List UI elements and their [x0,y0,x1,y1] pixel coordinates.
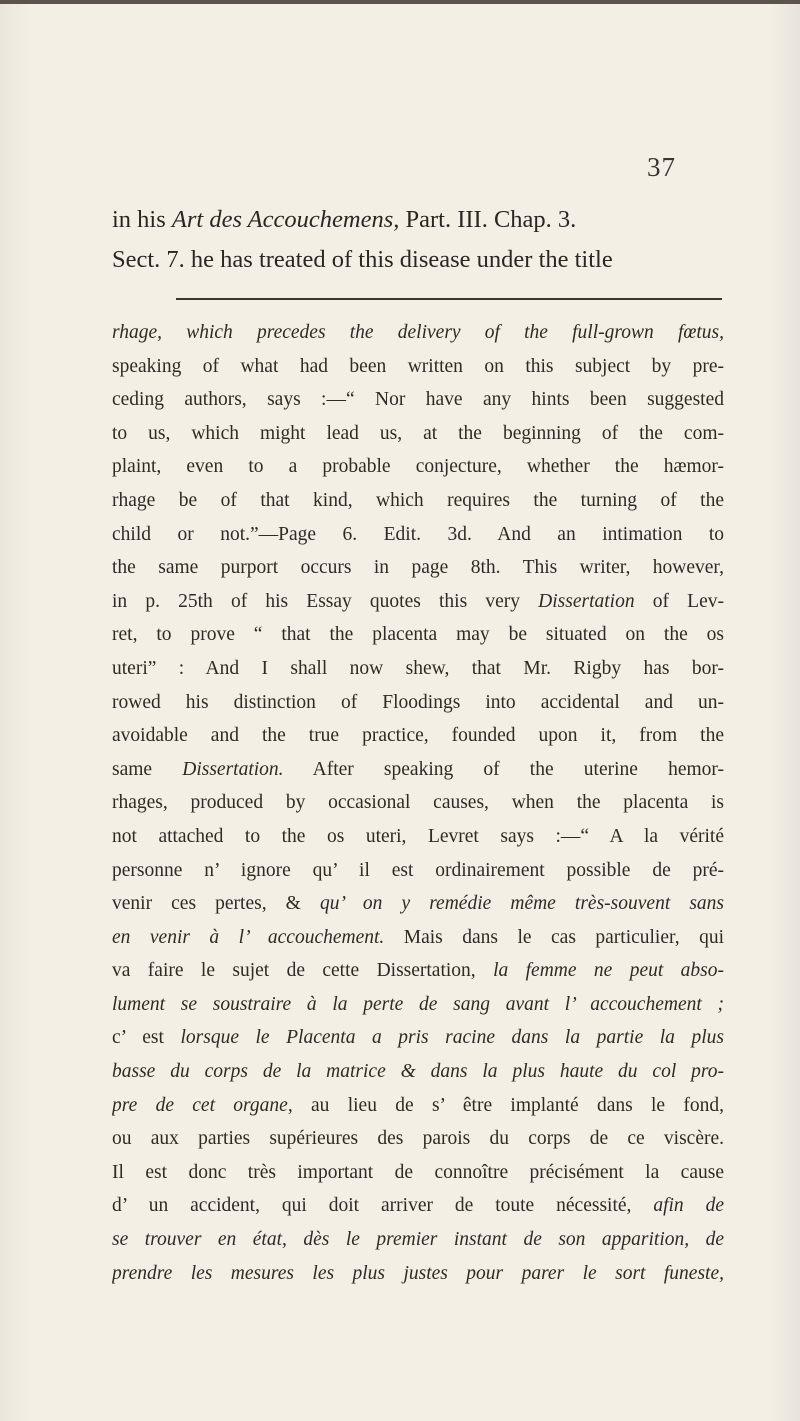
header-line-1-italic-title: Art des Accouchemens, [171,206,400,233]
italic-segment: prendre les mesures les plus justes pour parer le sort funeste, [112,1262,724,1284]
text-line [112,1055,724,1089]
text-line [112,652,724,686]
italic-segment: lument se soustraire à la perte de sang avant l’ accouchement ; [112,993,724,1015]
header-line-1-suffix: Part. III. Chap. 3. [399,206,577,233]
text-line [112,786,724,820]
text-segment: d’ un accident, qui doit arriver de toute nécessité, [112,1195,654,1217]
text-segment: child or not.”—Page 6. Edit. 3d. And an intimation to [112,523,724,545]
text-segment: Mais dans le cas particulier, qui [384,926,724,948]
text-line [112,417,724,451]
text-line [112,1122,724,1156]
italic-segment: qu’ on y remédie même très-souvent sans [319,893,724,915]
text-segment: plaint, even to a probable conjecture, whether the hæmor- [112,456,724,478]
italic-segment: Dissertation. [182,758,284,780]
text-segment: rowed his distinction of Floodings into accidental and un- [112,691,724,713]
text-line [112,820,724,854]
text-segment: After speaking of the uterine hemor- [283,758,724,780]
text-segment: au lieu de s’ être implanté dans le fond, [292,1094,724,1116]
text-segment: rhages, produced by occasional causes, when the placenta is [112,792,724,814]
italic-segment: se trouver en état, dès le premier instant de son apparition, de [112,1229,724,1251]
text-line [112,1156,724,1190]
text-line [112,1021,724,1055]
body-paragraph [112,316,724,1290]
text-line [112,988,724,1022]
text-line [112,350,724,384]
text-line [112,618,724,652]
text-segment: ret, to prove “ that the placenta may be situated on the os [112,624,724,646]
text-segment: avoidable and the true practice, founded upon it, from the [112,725,724,747]
text-line [112,551,724,585]
italic-segment: lorsque le Placenta a pris racine dans la partie la plus [180,1027,724,1049]
page-header-text [112,200,712,280]
text-segment: in p. 25th of his Essay quotes this very [112,590,539,612]
text-segment: of Lev- [634,590,724,612]
text-line [112,1189,724,1223]
text-segment: uteri” : And I shall now shew, that Mr. Rigby has bor- [112,657,724,679]
text-segment: same [112,758,183,780]
text-line [112,484,724,518]
text-segment: rhage be of that kind, which requires the turning of the [112,489,724,511]
italic-segment: afin de [653,1195,724,1217]
text-segment: the same purport occurs in page 8th. This writer, however, [112,557,724,579]
text-segment: personne n’ ignore qu’ il est ordinairement possible de pré- [112,859,724,881]
section-divider-rule [176,298,722,300]
text-line [112,719,724,753]
text-segment: speaking of what had been written on this subject by pre- [112,355,724,377]
italic-segment: basse du corps de la matrice & dans la plus haute du col pro- [112,1061,724,1083]
italic-segment: la femme ne peut abso- [493,960,724,982]
text-segment: venir ces pertes, & [112,893,320,915]
text-segment: Il est donc très important de connoître précisément la cause [112,1161,724,1183]
page-top-edge [0,0,800,4]
page-number: 37 [647,152,676,182]
text-segment: to us, which might lead us, at the beginning of the com- [112,422,724,444]
text-segment: ceding authors, says :—“ Nor have any hints been suggested [112,389,724,411]
header-line-1-prefix: in his [112,206,172,233]
text-line [112,954,724,988]
italic-segment: pre de cet organe, [112,1094,293,1116]
text-line [112,854,724,888]
italic-segment: en venir à l’ accouchement. [112,926,385,948]
text-line [112,1089,724,1123]
text-segment: va faire le sujet de cette Dissertation, [112,960,494,982]
text-line [112,921,724,955]
text-line [112,450,724,484]
text-segment: c’ est [112,1027,181,1049]
text-line [112,585,724,619]
text-line [112,753,724,787]
text-line [112,518,724,552]
text-line [112,686,724,720]
header-line-2: Sect. 7. he has treated of this disease under the title [112,246,613,273]
text-segment: not attached to the os uteri, Levret says :—“ A la vérité [112,825,724,847]
text-line [112,1257,724,1291]
text-line [112,887,724,921]
text-segment: ou aux parties supérieures des parois du corps de ce viscère. [112,1128,724,1150]
text-line [112,383,724,417]
italic-segment: Dissertation [538,590,635,612]
italic-segment: rhage, which precedes the delivery of the full-grown fœtus, [112,322,724,343]
text-line [112,316,724,350]
header-line-1 [112,200,712,240]
text-line [112,1223,724,1257]
